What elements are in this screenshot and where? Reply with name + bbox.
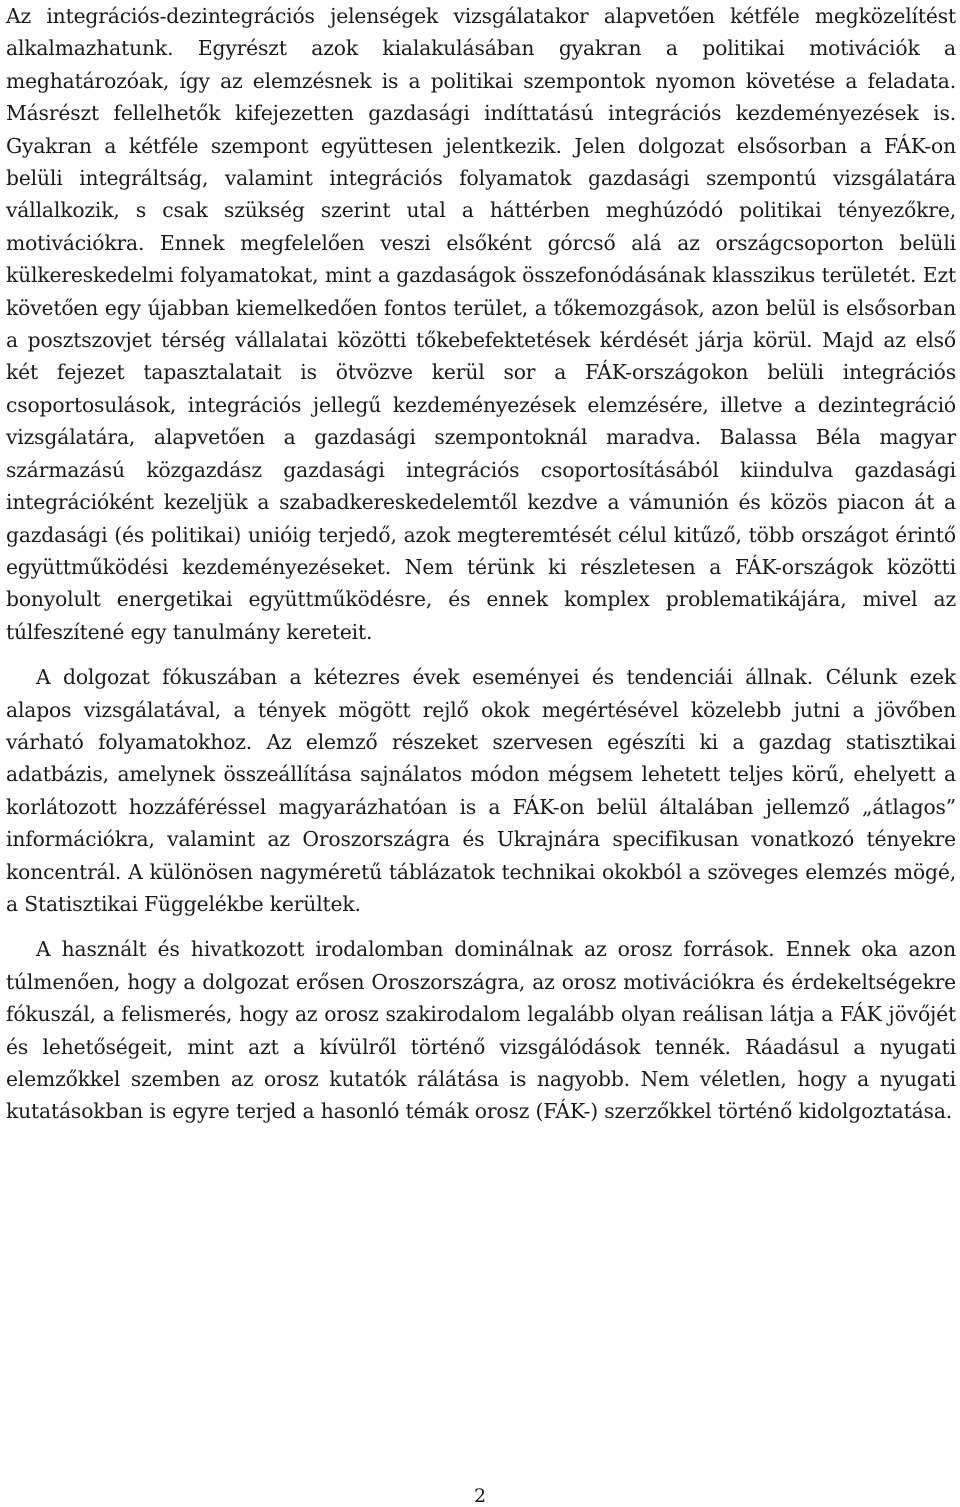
paragraph-3: A használt és hivatkozott irodalomban dominálnak az orosz források. Ennek oka azon túlmenően, hogy a dolgozat erősen Oroszországra, az orosz motivációkra és érdekeltségekre fókuszál, a felismerés, hogy az orosz szakirodalom legalább olyan reálisan látja a FÁK jövőjét és lehetőségeit, mint azt a kívülről történő vizsgálódások tennék. Ráadásul a nyugati elemzőkkel szemben az orosz kutatók rálátása is nagyobb. Nem véletlen, hogy a nyugati kutatásokban is egyre terjed a hasonló témák orosz (FÁK-) szerzőkkel történő kidolgoztatása. xyxy=(6,937,956,1124)
page-number: 2 xyxy=(473,1485,487,1507)
body-text xyxy=(6,0,956,1128)
paragraph-2: A dolgozat fókuszában a kétezres évek eseményei és tendenciái állnak. Célunk ezek alapos vizsgálatával, a tények mögött rejlő okok megértésével közelebb jutni a jövőben várható folyamatokhoz. Az elemző részeket szervesen egészíti ki a gazdag statisztikai adatbázis, amelynek összeállítása sajnálatos módon mégsem lehetett teljes körű, ehelyett a korlátozott hozzáféréssel magyarázhatóan is a FÁK-on belül általában jellemző „átlagos” információkra, valamint az Oroszországra és Ukrajnára specifikusan vonatkozó tényekre koncentrál. A különösen nagyméretű táblázatok technikai okokból a szöveges elemzés mögé, a Statisztikai Függelékbe kerültek. xyxy=(6,665,956,916)
paragraph-1: Az integrációs-dezintegrációs jelenségek vizsgálatakor alapvetően kétféle megközelítést alkalmazhatunk. Egyrészt azok kialakulásában gyakran a politikai motivációk a meghatározóak, így az elemzésnek is a politikai szempontok nyomon követése a feladata. Másrészt fellelhetők kifejezetten gazdasági indíttatású integrációs kezdeményezések is. Gyakran a kétféle szempont együttesen jelentkezik. Jelen dolgozat elsősorban a FÁK-on belüli integráltság, valamint integrációs folyamatok gazdasági szempontú vizsgálatára vállalkozik, s csak szükség szerint utal a háttérben meghúzódó politikai tényezőkre, motivációkra. Ennek megfelelően veszi elsőként górcső alá az országcsoporton belüli külkereskedelmi folyamatokat, mint a gazdaságok összefonódásának klasszikus területét. Ezt követően egy újabban kiemelkedően fontos terület, a tőkemozgások, azon belül is elsősorban a posztszovjet térség vállalatai közötti tőkebefektetések kérdését járja körül. Majd az első két fejezet tapasztalatait is ötvözve kerül sor a FÁK-országokon belüli integrációs csoportosulások, integrációs jellegű kezdeményezések elemzésére, illetve a dezintegráció vizsgálatára, alapvetően a gazdasági szempontoknál maradva. Balassa Béla magyar származású közgazdász gazdasági integrációs csoportosításából kiindulva gazdasági integrációként kezeljük a szabadkereskedelemtől kezdve a vámunión és közös piacon át a gazdasági (és politikai) unióig terjedő, azok megteremtését célul kitűző, több országot érintő együttműködési kezdeményezéseket. Nem térünk ki részletesen a FÁK-országok közötti bonyolult energetikai együttműködésre, és ennek komplex problematikájára, mivel az túlfeszítené egy tanulmány kereteit. xyxy=(6,4,956,644)
